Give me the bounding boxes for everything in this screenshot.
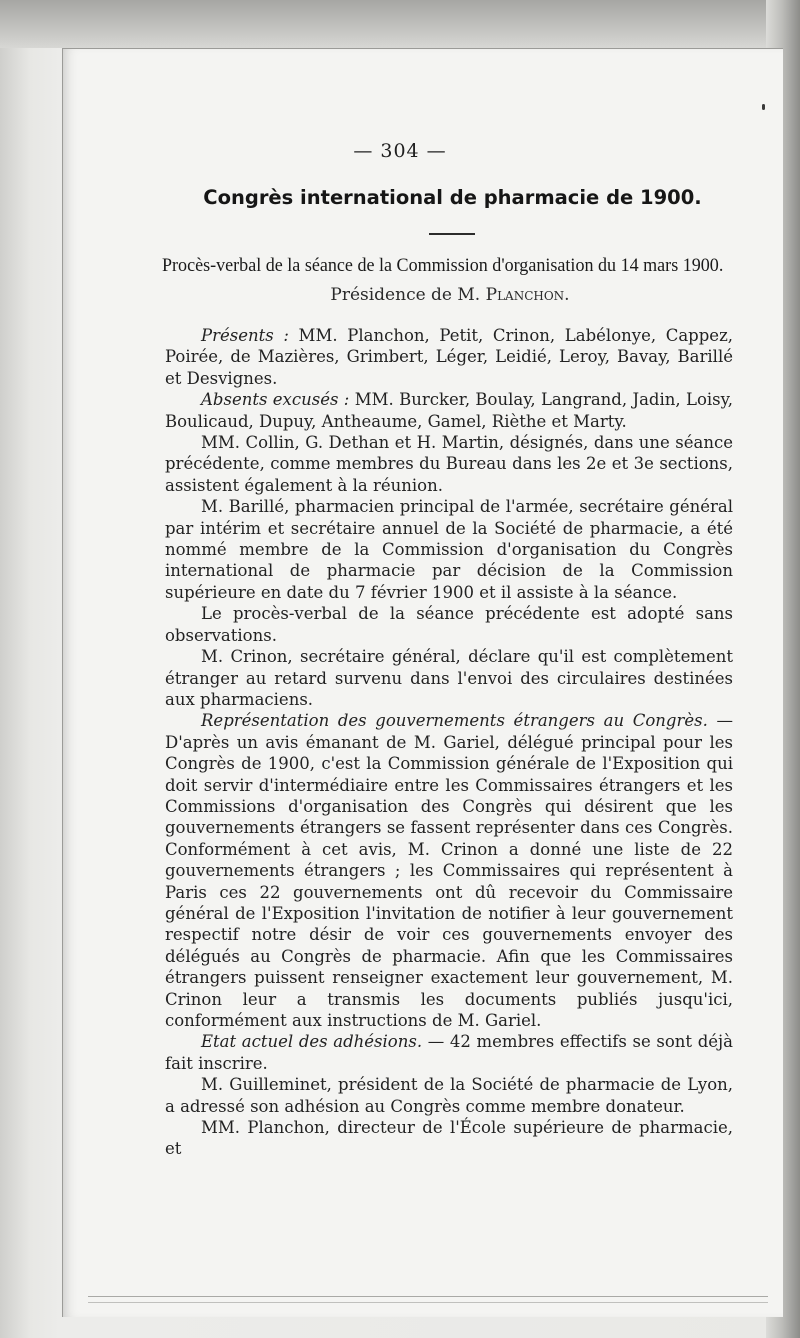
page-bottom-edge bbox=[88, 1296, 768, 1297]
chair-line bbox=[0, 285, 800, 305]
paragraph-lead: Etat actuel des adhésions. bbox=[201, 1032, 423, 1052]
paragraph-absent bbox=[165, 389, 733, 432]
paragraph-bureau bbox=[165, 432, 733, 496]
paragraph-text: MM. Planchon, directeur de l'École supérieure de pharmacie, et bbox=[165, 1118, 733, 1159]
paragraph-crinon bbox=[165, 646, 733, 710]
paragraph-lead: Présents : bbox=[201, 326, 289, 345]
paragraph-planchon bbox=[165, 1117, 733, 1160]
chair-prefix: Présidence de M. bbox=[330, 285, 486, 305]
chair-name: Planchon. bbox=[485, 285, 570, 305]
article-title: Congrès international de pharmacie de 1900. bbox=[203, 186, 702, 209]
minutes-heading: Procès-verbal de la séance de la Commission d'organisation du 14 mars 1900. bbox=[162, 255, 724, 276]
title-divider bbox=[429, 233, 475, 235]
page-number: — 304 — bbox=[353, 140, 447, 162]
paragraph-lead: Représentation des gouvernements étrangers au Congrès. bbox=[201, 711, 708, 731]
paragraph-text: M. Barillé, pharmacien principal de l'armée, secrétaire général par intérim et secrétaire annuel de la Société de pharmacie, a été nommé membre de la Commission d'organisation du Congrès international de pharmacie par décision de la Commission supérieure en date du 7 février 1900 et il assiste à la séance. bbox=[165, 497, 733, 602]
paragraph-present bbox=[165, 325, 733, 389]
paragraph-text: — 42 membres effectifs se sont déjà fait inscrire. bbox=[165, 1032, 733, 1073]
paragraph-barille bbox=[165, 496, 733, 603]
paragraph-text: Le procès-verbal de la séance précédente est adopté sans observations. bbox=[165, 604, 733, 645]
paragraph-guilleminet bbox=[165, 1074, 733, 1117]
paragraph-text: M. Crinon, secrétaire général, déclare qu'il est complètement étranger au retard survenu dans l'envoi des circulaires destinées aux pharmaciens. bbox=[165, 647, 733, 709]
scan-shadow bbox=[0, 0, 800, 48]
minutes-body bbox=[165, 325, 733, 1160]
paragraph-text: MM. Planchon, Petit, Crinon, Labélonye, Cappez, Poirée, de Mazières, Grimbert, Léger, Leidié, Leroy, Bavay, Barillé et Desvignes. bbox=[165, 326, 734, 388]
page-bottom-edge-secondary bbox=[88, 1302, 768, 1303]
paragraph-minutes-adopted bbox=[165, 603, 733, 646]
paragraph-text: MM. Burcker, Boulay, Langrand, Jadin, Loisy, Boulicaud, Dupuy, Antheaume, Gamel, Rièthe et Marty. bbox=[165, 390, 733, 431]
paragraph-lead: Absents excusés : bbox=[201, 390, 350, 410]
paragraph-adhesions bbox=[165, 1031, 733, 1074]
paragraph-text: M. Guilleminet, président de la Société de pharmacie de Lyon, a adressé son adhésion au Congrès comme membre donateur. bbox=[165, 1075, 733, 1116]
paragraph-text: MM. Collin, G. Dethan et H. Martin, désignés, dans une séance précédente, comme membres du Bureau dans les 2e et 3e sections, assistent également à la réunion. bbox=[165, 433, 733, 495]
paragraph-text: — D'après un avis émanant de M. Gariel, délégué principal pour les Congrès de 1900, c'est la Commission générale de l'Exposition qui doit servir d'intermédiaire entre les Commissaires étrangers et les Commissions d'organisation des Congrès qui désirent que les gouvernements étrangers se fassent représenter dans ces Congrès. Conformément à cet avis, M. Crinon a donné une liste de 22 gouvernements étrangers ; les Commissaires qui représentent à Paris ces 22 gouvernements ont dû recevoir du Commissaire général de l'Exposition l'invitation de notifier à leur gouvernement respectif notre désir de voir ces gouvernements envoyer des délégués au Congrès de pharmacie. Afin que les Commissaires étrangers puissent renseigner exactement leur gouvernement, M. Crinon leur a transmis les documents publiés jusqu'ici, conformément aux instructions de M. Gariel. bbox=[165, 711, 734, 1030]
scan-speck bbox=[762, 104, 765, 110]
paragraph-representation bbox=[165, 710, 733, 1031]
